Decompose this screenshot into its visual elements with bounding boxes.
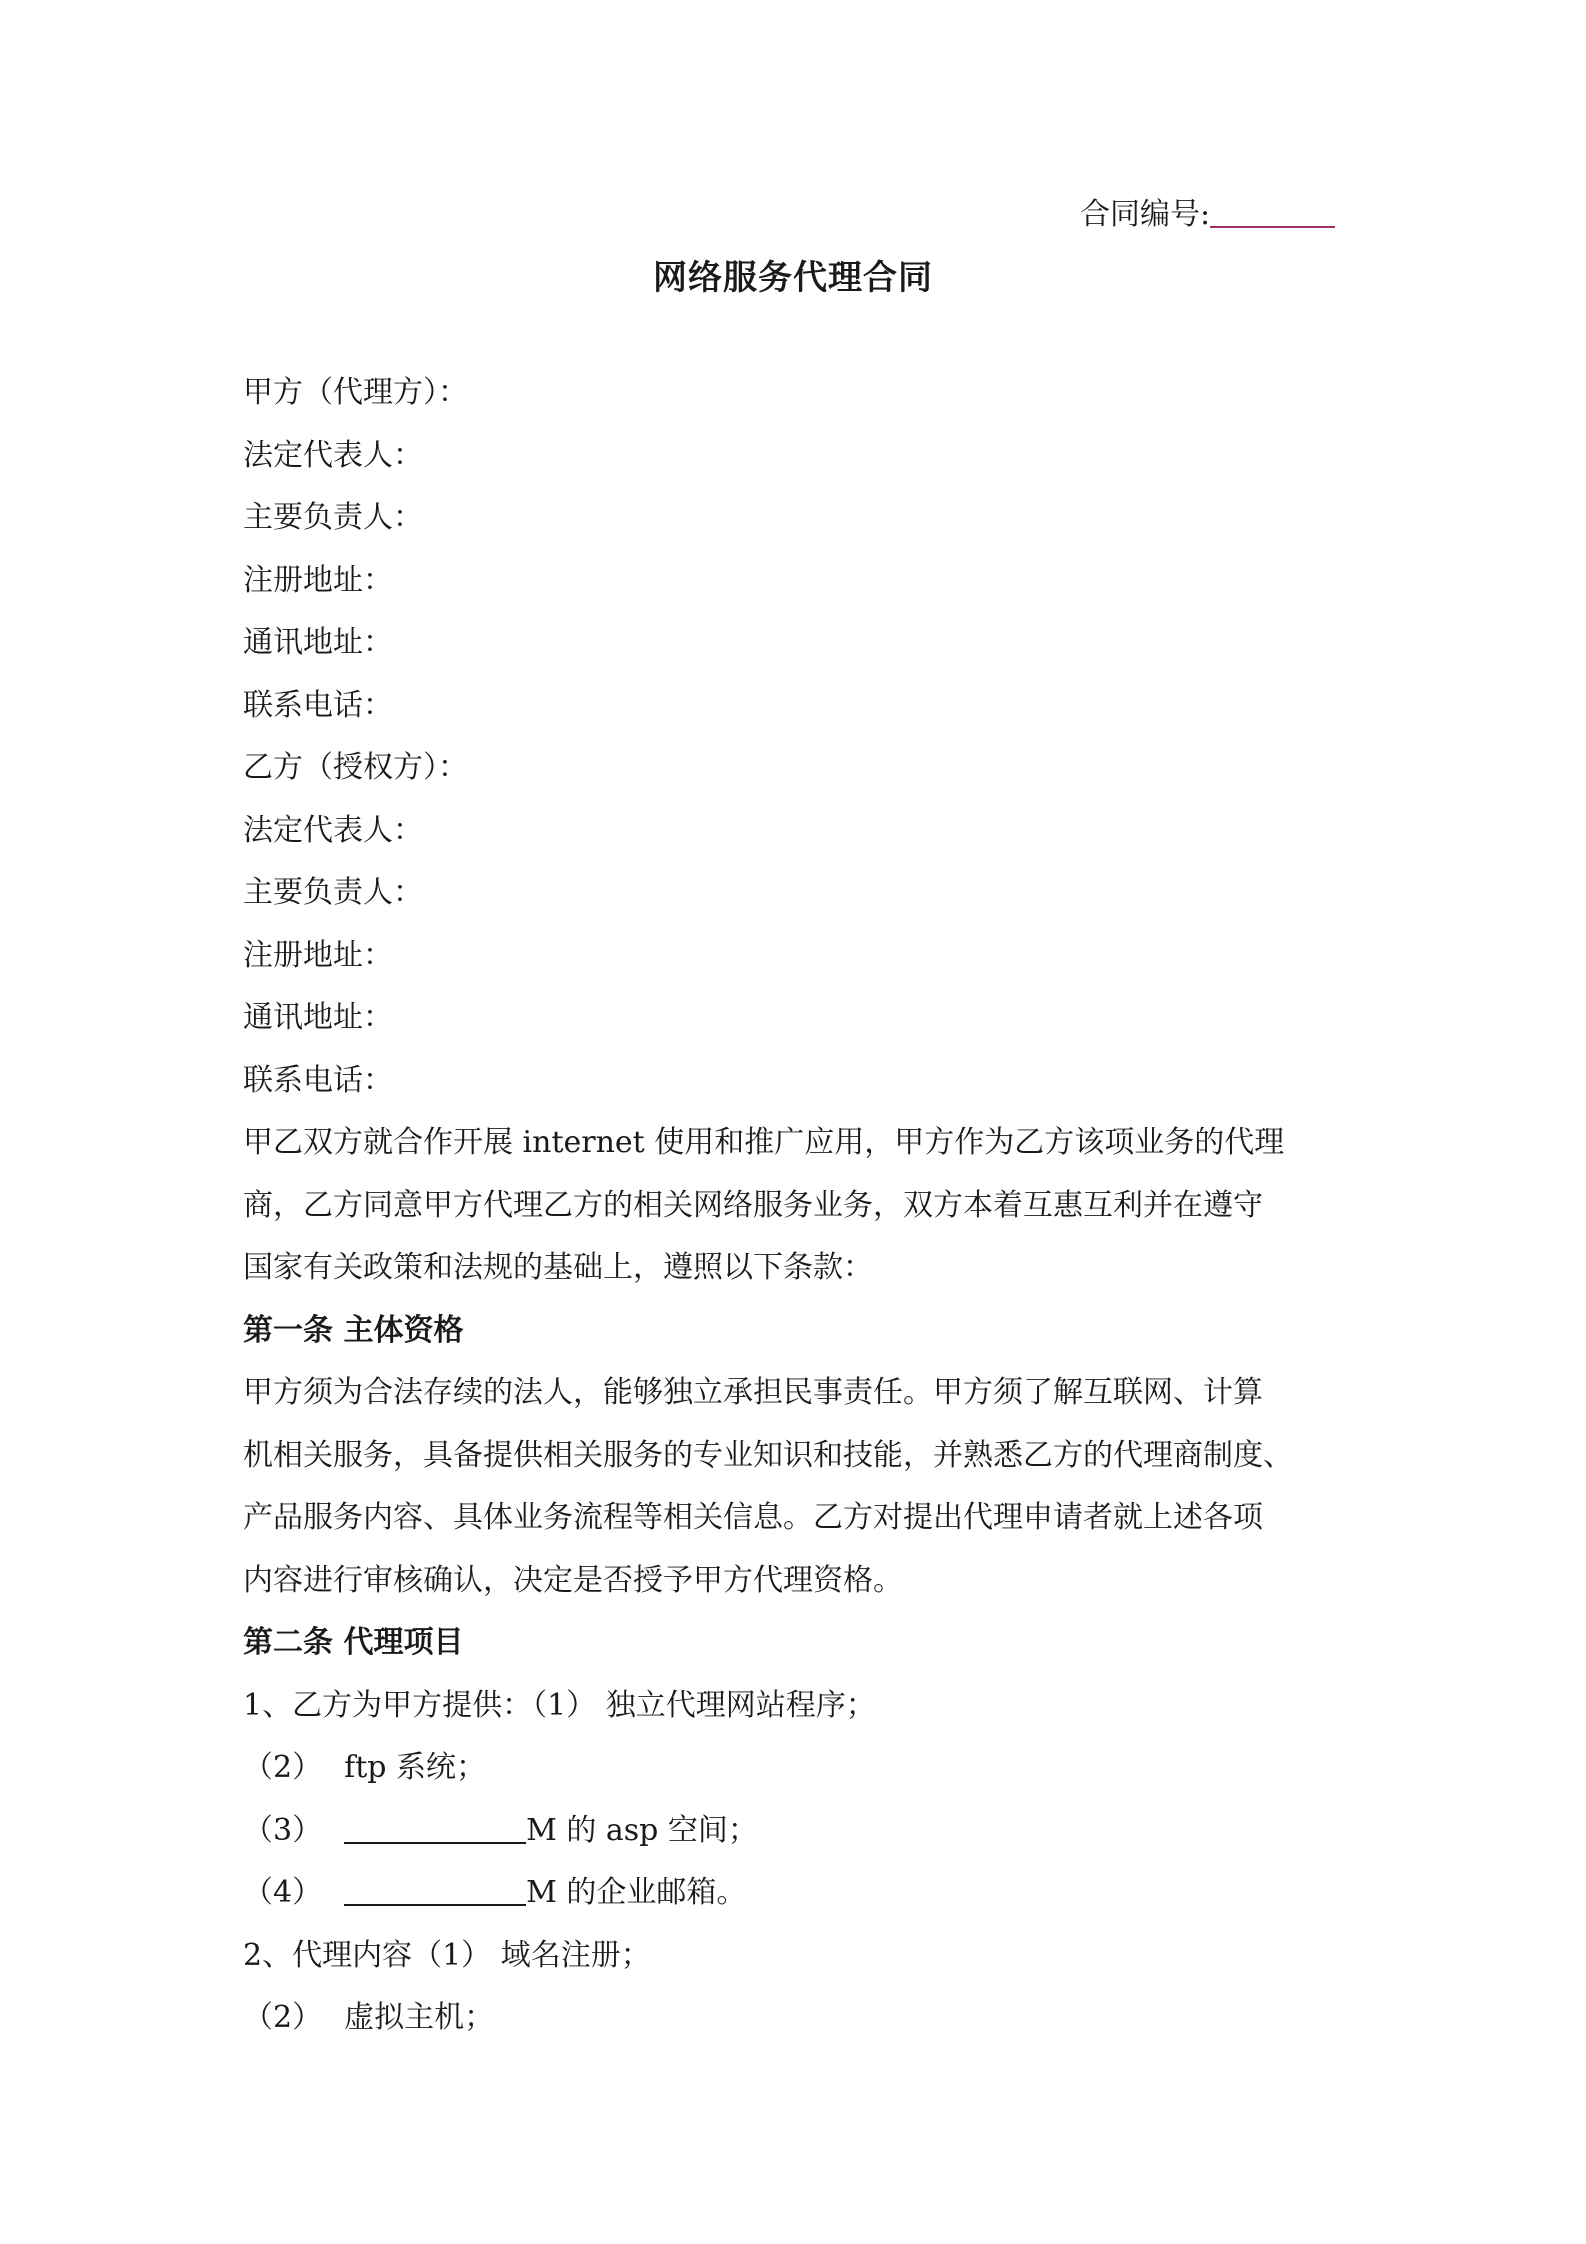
article-2-item-1-2 (243, 1737, 1353, 1800)
party-a-reg-address: 注册地址： (243, 562, 393, 598)
preamble-line: 甲乙双方就合作开展 internet 使用和推广应用，甲方作为乙方该项业务的代理 (243, 1125, 1285, 1160)
party-a-mail-address: 通讯地址： (243, 625, 393, 660)
article-1-line: 产品服务内容、具体业务流程等相关信息。乙方对提出代理申请者就上述各项 (243, 1500, 1263, 1535)
contract-number (1080, 192, 1335, 237)
party-b-label: 乙方（授权方）： (243, 750, 468, 785)
party-b-mail-address: 通讯地址： (243, 1000, 393, 1035)
party-b-phone: 联系电话： (243, 1062, 393, 1098)
party-b-principal: 主要负责人： (243, 875, 423, 910)
party-b-legal-rep: 法定代表人： (243, 812, 423, 848)
item-number: （3） (243, 1812, 323, 1848)
article-2-item-1-3 (243, 1800, 1353, 1863)
article-1-line: 机相关服务，具备提供相关服务的专业知识和技能，并熟悉乙方的代理商制度、 (243, 1437, 1293, 1473)
mailbox-size-blank[interactable] (344, 1874, 526, 1906)
article-2-heading: 第二条 代理项目 (243, 1625, 464, 1660)
party-a-legal-rep: 法定代表人： (243, 437, 423, 473)
item-text: M 的企业邮箱。 (526, 1875, 747, 1910)
preamble-line: 商，乙方同意甲方代理乙方的相关网络服务业务，双方本着互惠互利并在遵守 (243, 1187, 1263, 1223)
contract-number-label: 合同编号: (1080, 197, 1211, 232)
article-1-line: 内容进行审核确认，决定是否授予甲方代理资格。 (243, 1562, 903, 1598)
article-1-line: 甲方须为合法存续的法人，能够独立承担民事责任。甲方须了解互联网、计算 (243, 1375, 1263, 1410)
document-body (243, 362, 1353, 2050)
preamble-line: 国家有关政策和法规的基础上，遵照以下条款： (243, 1250, 873, 1285)
item-text: 虚拟主机； (344, 2000, 495, 2035)
article-2-item-1-intro: 1、乙方为甲方提供：（1） 独立代理网站程序； (243, 1687, 876, 1723)
contract-number-blank[interactable] (1210, 192, 1335, 228)
item-text: M 的 asp 空间； (526, 1812, 758, 1848)
item-number: （4） (243, 1875, 323, 1910)
party-a-phone: 联系电话： (243, 687, 393, 723)
document-title: 网络服务代理合同 (653, 258, 933, 298)
item-number: （2） (243, 2000, 323, 2035)
item-number: （2） (243, 1750, 323, 1785)
article-1-heading: 第一条 主体资格 (243, 1312, 464, 1348)
asp-space-size-blank[interactable] (344, 1812, 526, 1844)
party-a-principal: 主要负责人： (243, 500, 423, 535)
article-2-item-2-2 (243, 1987, 1353, 2050)
item-text: ftp 系统； (344, 1750, 486, 1785)
article-2-item-1-4 (243, 1862, 1353, 1925)
party-a-label: 甲方（代理方）： (243, 375, 468, 410)
party-b-reg-address: 注册地址： (243, 937, 393, 973)
article-2-item-2-intro: 2、代理内容（1） 域名注册； (243, 1937, 651, 1973)
